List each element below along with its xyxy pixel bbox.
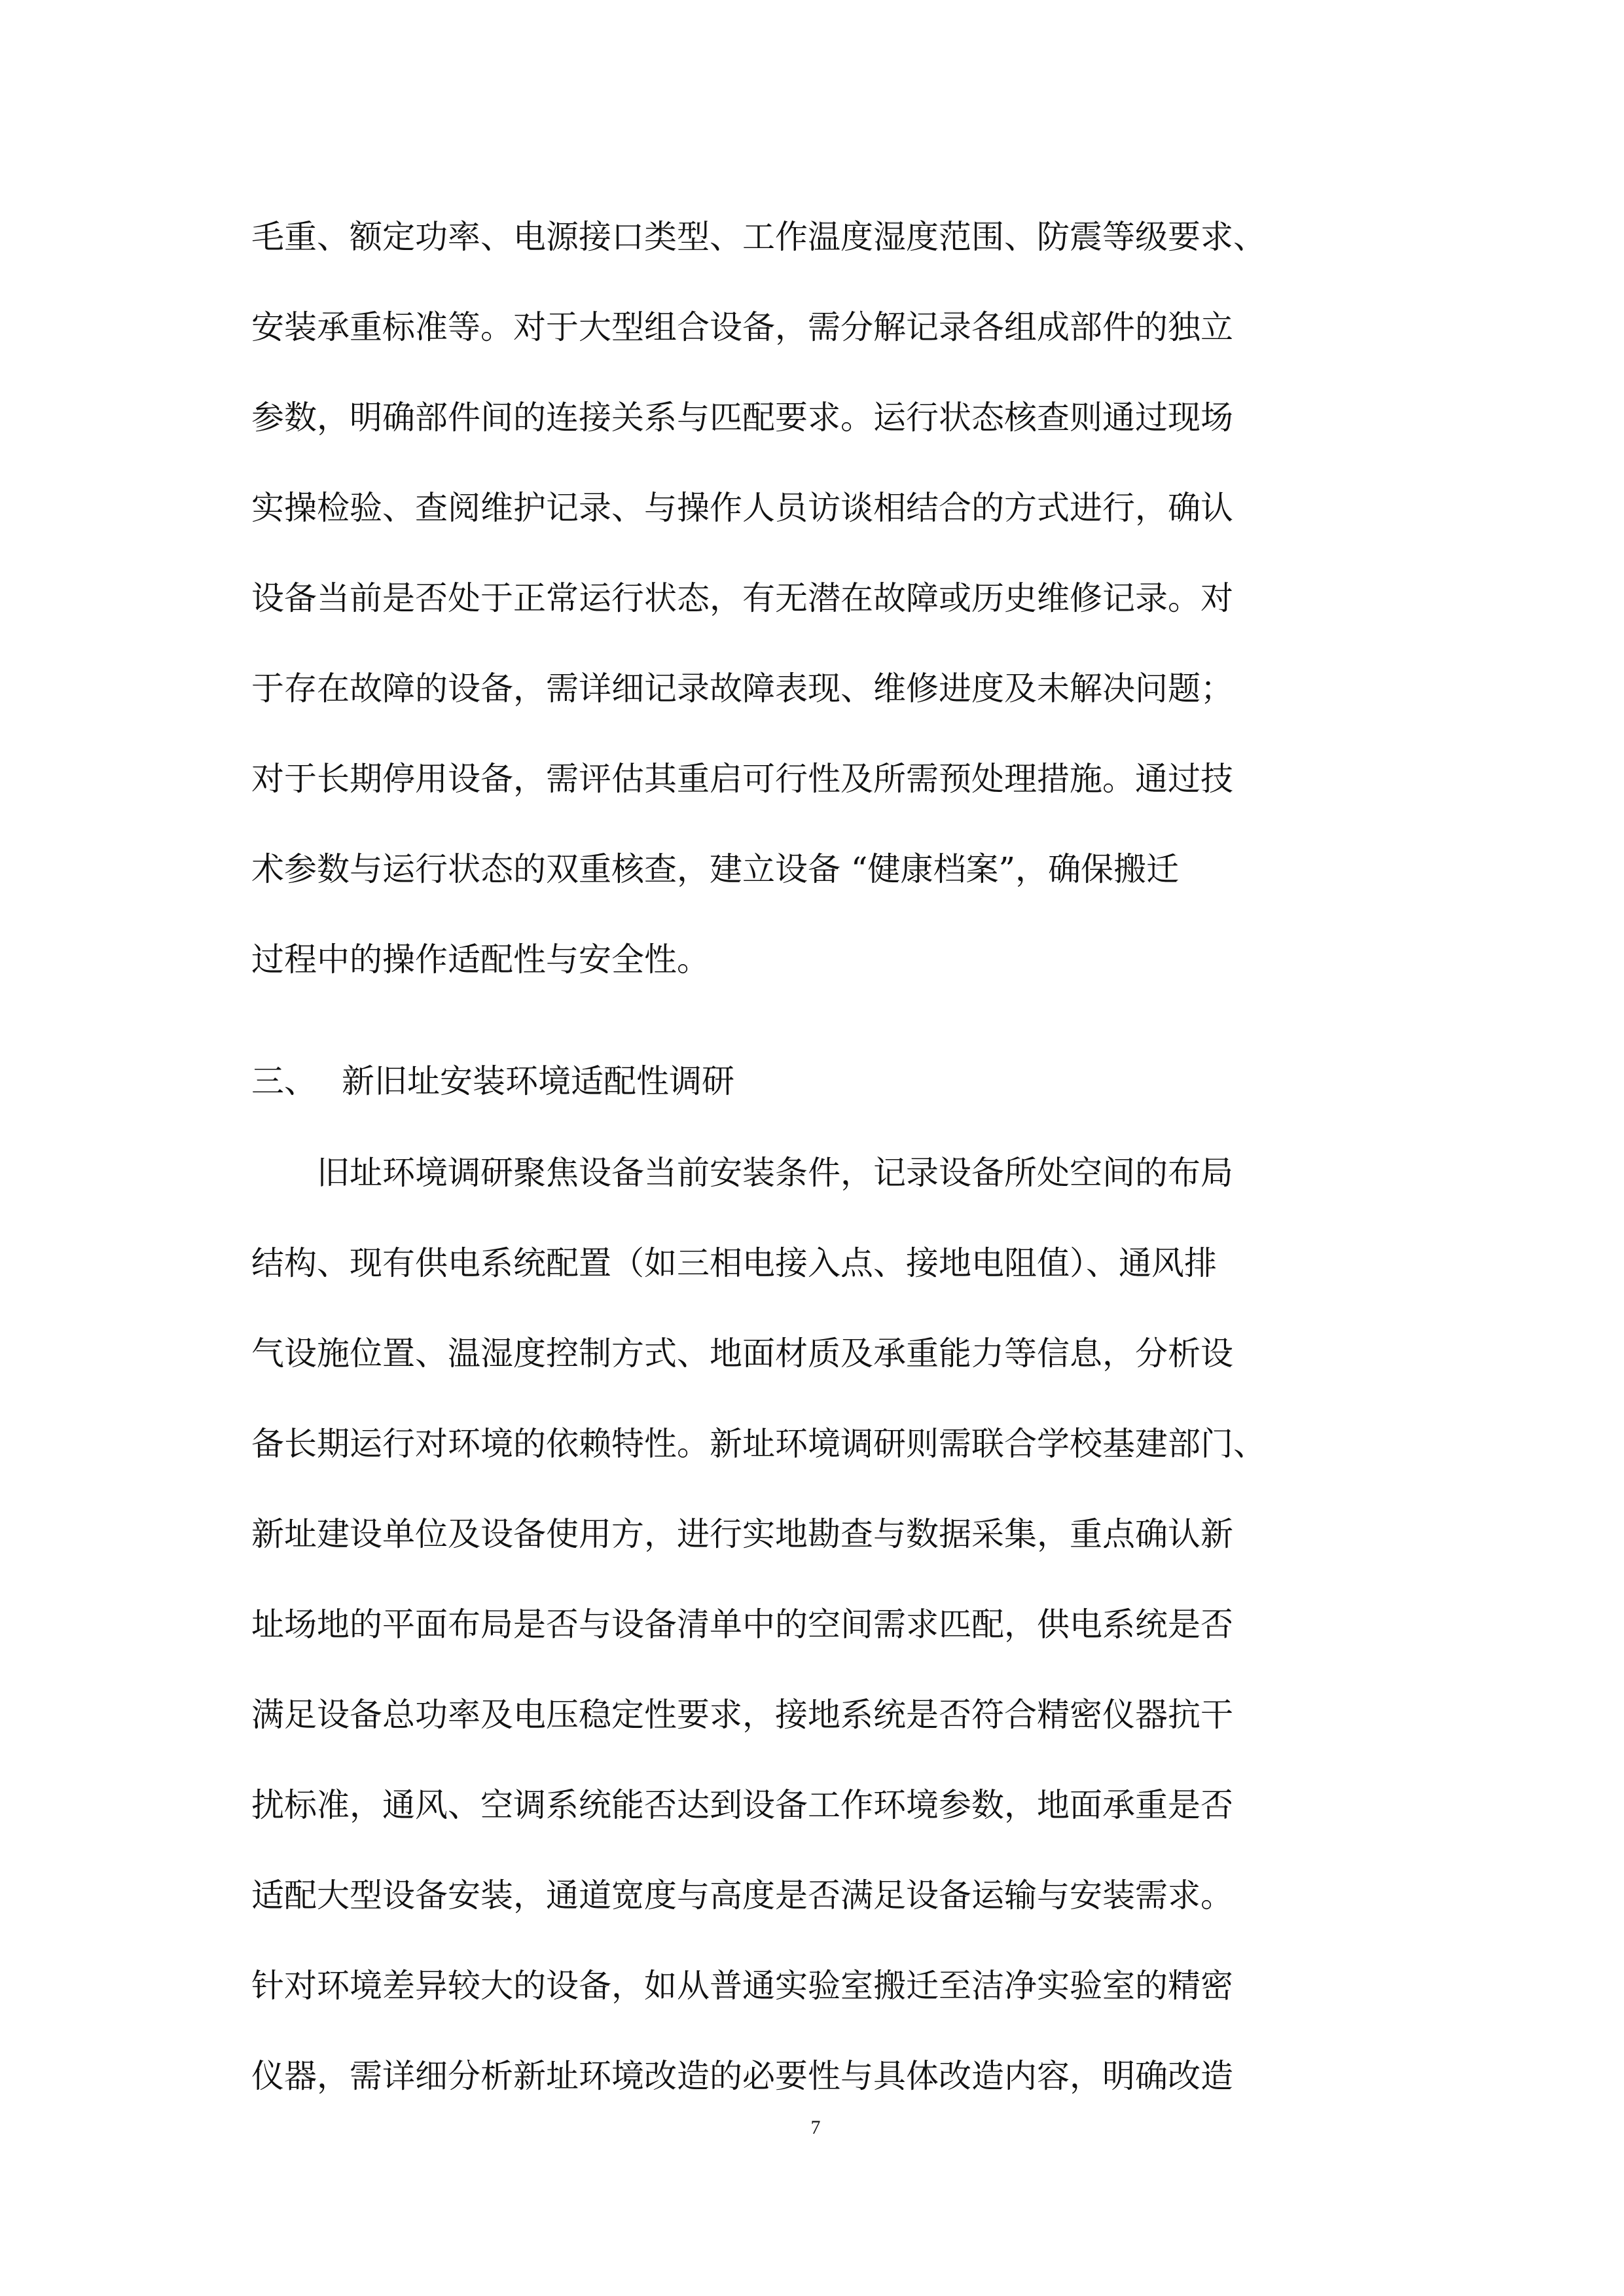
page-number: 7 bbox=[810, 2117, 821, 2138]
paragraph-2-line: 满足设备总功率及电压稳定性要求，接地系统是否符合精密仪器抗干 bbox=[251, 1696, 1233, 1734]
paragraph-2-line: 备长期运行对环境的依赖特性。新址环境调研则需联合学校基建部门、 bbox=[251, 1425, 1266, 1463]
paragraph-2-line: 旧址环境调研聚焦设备当前安装条件，记录设备所处空间的布局 bbox=[317, 1154, 1233, 1192]
paragraph-1-line: 术参数与运行状态的双重核查，建立设备 “健康档案”，确保搬迁 bbox=[251, 850, 1180, 888]
paragraph-1-line: 安装承重标准等。对于大型组合设备，需分解记录各组成部件的独立 bbox=[251, 308, 1233, 346]
paragraph-2-line: 址场地的平面布局是否与设备清单中的空间需求匹配，供电系统是否 bbox=[251, 1605, 1233, 1643]
section-heading-title: 新旧址安装环境适配性调研 bbox=[342, 1062, 734, 1100]
paragraph-1-line: 过程中的操作适配性与安全性。 bbox=[251, 941, 710, 978]
paragraph-2-line: 结构、现有供电系统配置（如三相电接入点、接地电阻值）、通风排 bbox=[251, 1244, 1217, 1282]
paragraph-1-line: 对于长期停用设备，需评估其重启可行性及所需预处理措施。通过技 bbox=[251, 760, 1233, 798]
paragraph-1-line: 于存在故障的设备，需详细记录故障表现、维修进度及未解决问题； bbox=[251, 670, 1233, 708]
paragraph-2-line: 气设施位置、温湿度控制方式、地面材质及承重能力等信息，分析设 bbox=[251, 1335, 1233, 1372]
paragraph-2-line: 针对环境差异较大的设备，如从普通实验室搬迁至洁净实验室的精密 bbox=[251, 1967, 1233, 2005]
paragraph-1-line: 实操检验、查阅维护记录、与操作人员访谈相结合的方式进行，确认 bbox=[251, 489, 1233, 527]
paragraph-2-line: 仪器，需详细分析新址环境改造的必要性与具体改造内容，明确改造 bbox=[251, 2057, 1233, 2095]
paragraph-2-line: 扰标准，通风、空调系统能否达到设备工作环境参数，地面承重是否 bbox=[251, 1786, 1233, 1824]
paragraph-2-line: 新址建设单位及设备使用方，进行实地勘查与数据采集，重点确认新 bbox=[251, 1515, 1233, 1553]
paragraph-2-line: 适配大型设备安装，通道宽度与高度是否满足设备运输与安装需求。 bbox=[251, 1876, 1233, 1914]
paragraph-1-line: 参数，明确部件间的连接关系与匹配要求。运行状态核查则通过现场 bbox=[251, 399, 1233, 437]
paragraph-1-line: 设备当前是否处于正常运行状态，有无潜在故障或历史维修记录。对 bbox=[251, 579, 1233, 617]
section-heading-number: 三、 bbox=[251, 1062, 317, 1100]
paragraph-1-line: 毛重、额定功率、电源接口类型、工作温度湿度范围、防震等级要求、 bbox=[251, 218, 1266, 256]
